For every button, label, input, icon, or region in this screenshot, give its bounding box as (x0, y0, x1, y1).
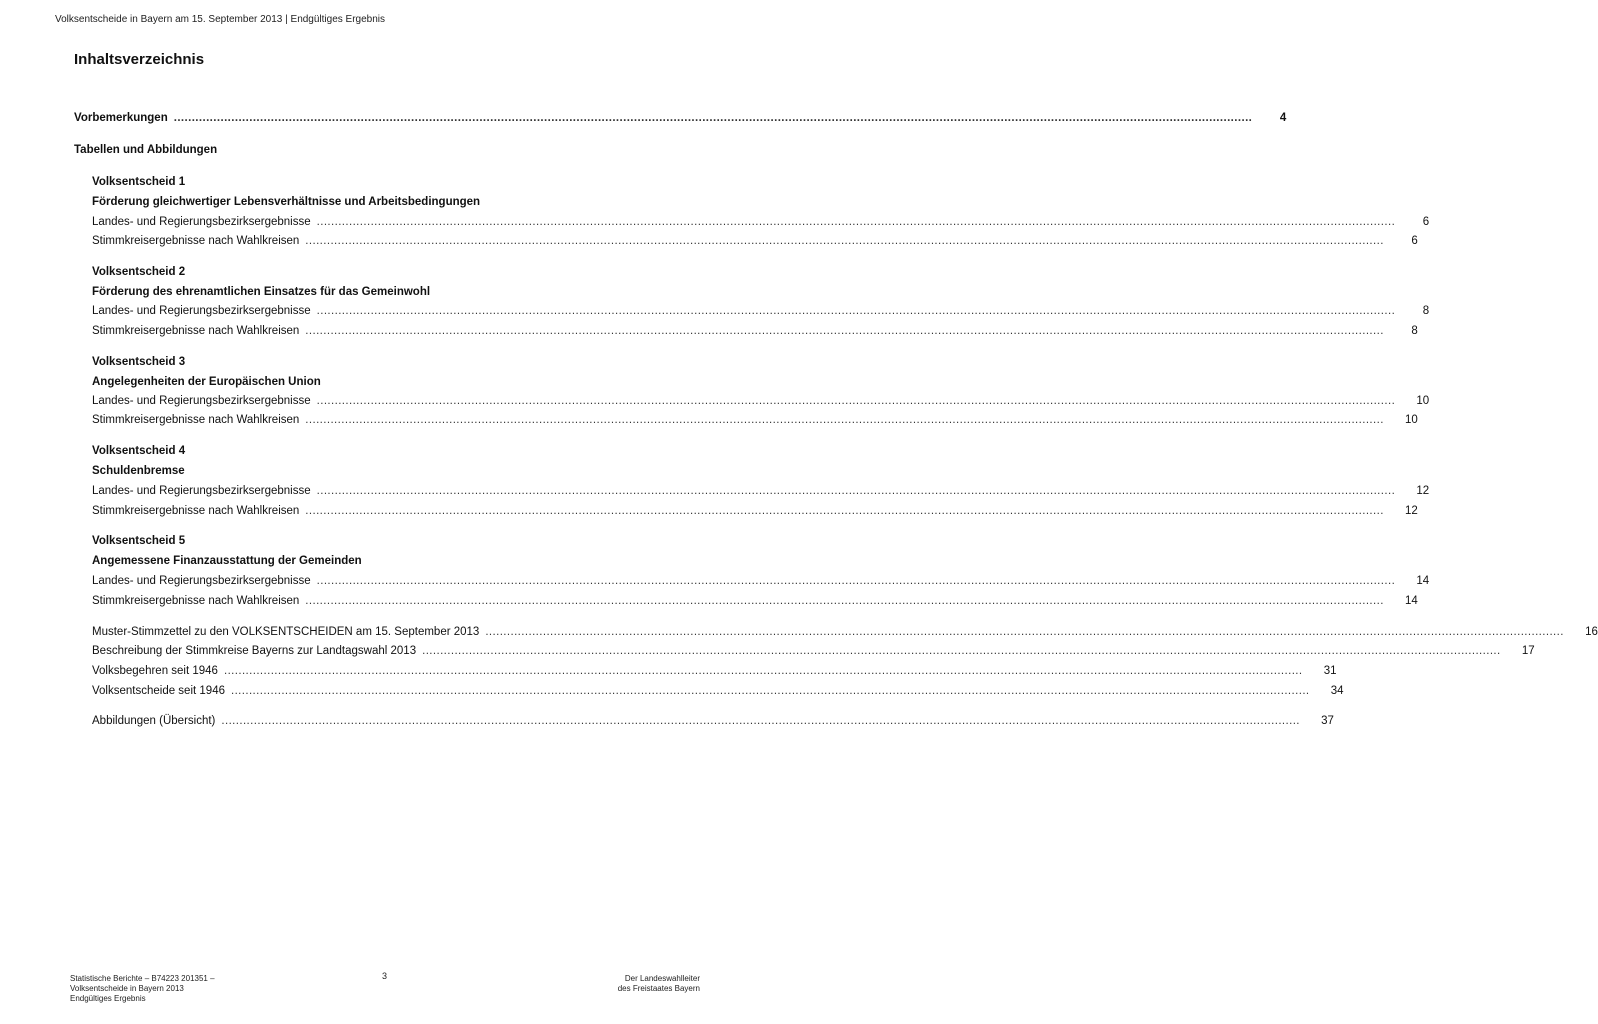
footer-line: Volksentscheide in Bayern 2013 (70, 984, 184, 993)
toc-entry-page: 14 (1416, 575, 1430, 587)
toc-entry-page: 6 (1422, 216, 1430, 228)
toc-entry[interactable] (92, 574, 1430, 588)
dot-leader: ............................................................................................................................................................................................................................................................................................................ (305, 505, 1384, 517)
toc-entry[interactable] (92, 684, 1344, 698)
toc-entry[interactable] (92, 324, 1418, 338)
toc-entry[interactable] (92, 484, 1430, 498)
toc-entry-label: Stimmkreisergebnisse nach Wahlkreisen (92, 505, 300, 517)
toc-entry-page: 31 (1323, 665, 1337, 677)
referendum-subject: Angemessene Finanzausstattung der Gemeinden (92, 555, 362, 567)
section-heading: Tabellen und Abbildungen (74, 144, 218, 156)
toc-entry-label: Vorbemerkungen (74, 112, 168, 124)
toc-entry[interactable] (92, 644, 1535, 658)
toc-entry-label: Abbildungen (Übersicht) (92, 715, 216, 727)
dot-leader: ............................................................................................................................................................................................................................................................................................................ (316, 216, 1396, 228)
toc-entry-label: Muster-Stimmzettel zu den VOLKSENTSCHEIDEN am 15. September 2013 (92, 626, 480, 638)
dot-leader: ............................................................................................................................................................................................................................................................................................................ (316, 395, 1396, 407)
toc-entry-page: 17 (1521, 645, 1535, 657)
toc-entry-page: 34 (1330, 685, 1344, 697)
toc-entry-page: 37 (1321, 715, 1334, 727)
toc-entry-figures[interactable] (92, 714, 1334, 728)
referendum-subject: Schuldenbremse (92, 465, 185, 477)
dot-leader: ............................................................................................................................................................................................................................................................................................................ (305, 414, 1384, 426)
toc-entry-label: Landes- und Regierungsbezirksergebnisse (92, 216, 311, 228)
toc-entry-page: 14 (1405, 595, 1418, 607)
toc-entry-page: 8 (1411, 325, 1418, 337)
dot-leader: ............................................................................................................................................................................................................................................................................................................ (305, 325, 1384, 337)
toc-entry-label: Landes- und Regierungsbezirksergebnisse (92, 395, 311, 407)
referendum-subject: Angelegenheiten der Europäischen Union (92, 376, 321, 388)
toc-entry-preface[interactable] (74, 111, 1287, 125)
toc-entry[interactable] (92, 594, 1418, 608)
dot-leader: ............................................................................................................................................................................................................................................................................................................ (221, 715, 1300, 727)
footer-line: Endgültiges Ergebnis (70, 994, 146, 1003)
toc-entry[interactable] (92, 504, 1418, 518)
toc-entry[interactable] (92, 304, 1430, 318)
referendum-number: Volksentscheid 4 (92, 445, 186, 457)
toc-entry-page: 6 (1411, 235, 1418, 247)
dot-leader: ............................................................................................................................................................................................................................................................................................................ (316, 575, 1396, 587)
page-title: Inhaltsverzeichnis (74, 51, 205, 68)
toc-entry-label: Volksbegehren seit 1946 (92, 665, 218, 677)
toc-entry-page: 16 (1585, 626, 1598, 638)
toc-entry-label: Landes- und Regierungsbezirksergebnisse (92, 485, 311, 497)
toc-entry-page: 12 (1416, 485, 1430, 497)
dot-leader: ............................................................................................................................................................................................................................................................................................................ (485, 626, 1564, 638)
dot-leader: ............................................................................................................................................................................................................................................................................................................ (305, 595, 1384, 607)
footer-publication-info (70, 974, 215, 1004)
toc-entry-page: 4 (1279, 112, 1287, 124)
dot-leader: ............................................................................................................................................................................................................................................................................................................ (230, 685, 1310, 697)
toc-entry[interactable] (92, 625, 1598, 639)
referendum-number: Volksentscheid 3 (92, 356, 186, 368)
dot-leader: ............................................................................................................................................................................................................................................................................................................ (173, 112, 1253, 124)
toc-entry-page: 12 (1405, 505, 1418, 517)
dot-leader: ............................................................................................................................................................................................................................................................................................................ (305, 235, 1384, 247)
toc-entry-label: Landes- und Regierungsbezirksergebnisse (92, 305, 311, 317)
referendum-subject: Förderung des ehrenamtlichen Einsatzes für das Gemeinwohl (92, 286, 431, 298)
footer-line: Der Landeswahlleiter (624, 974, 700, 983)
referendum-number: Volksentscheid 1 (92, 176, 186, 188)
toc-entry-label: Stimmkreisergebnisse nach Wahlkreisen (92, 595, 300, 607)
toc-entry-label: Beschreibung der Stimmkreise Bayerns zur Landtagswahl 2013 (92, 645, 417, 657)
referendum-subject: Förderung gleichwertiger Lebensverhältnisse und Arbeitsbedingungen (92, 196, 481, 208)
footer-publisher (618, 974, 700, 994)
toc-entry-label: Stimmkreisergebnisse nach Wahlkreisen (92, 325, 300, 337)
toc-entry-label: Landes- und Regierungsbezirksergebnisse (92, 575, 311, 587)
toc-entry-page: 10 (1416, 395, 1430, 407)
referendum-number: Volksentscheid 2 (92, 266, 186, 278)
toc-entry-page: 8 (1422, 305, 1430, 317)
dot-leader: ............................................................................................................................................................................................................................................................................................................ (223, 665, 1303, 677)
toc-entry[interactable] (92, 215, 1430, 229)
toc-entry-label: Stimmkreisergebnisse nach Wahlkreisen (92, 414, 300, 426)
referendum-number: Volksentscheid 5 (92, 535, 186, 547)
toc-entry[interactable] (92, 234, 1418, 248)
footer-line: Statistische Berichte – B74223 201351 – (70, 974, 215, 983)
page-number: 3 (382, 971, 388, 981)
running-header: Volksentscheide in Bayern am 15. September 2013 | Endgültiges Ergebnis (55, 14, 386, 25)
dot-leader: ............................................................................................................................................................................................................................................................................................................ (316, 305, 1396, 317)
toc-entry[interactable] (92, 394, 1430, 408)
toc-entry-label: Stimmkreisergebnisse nach Wahlkreisen (92, 235, 300, 247)
footer-line: des Freistaates Bayern (617, 984, 700, 993)
toc-entry[interactable] (92, 664, 1337, 678)
dot-leader: ............................................................................................................................................................................................................................................................................................................ (316, 485, 1396, 497)
toc-entry[interactable] (92, 413, 1418, 427)
toc-entry-label: Volksentscheide seit 1946 (92, 685, 225, 697)
dot-leader: ............................................................................................................................................................................................................................................................................................................ (422, 645, 1501, 657)
toc-entry-page: 10 (1405, 414, 1418, 426)
